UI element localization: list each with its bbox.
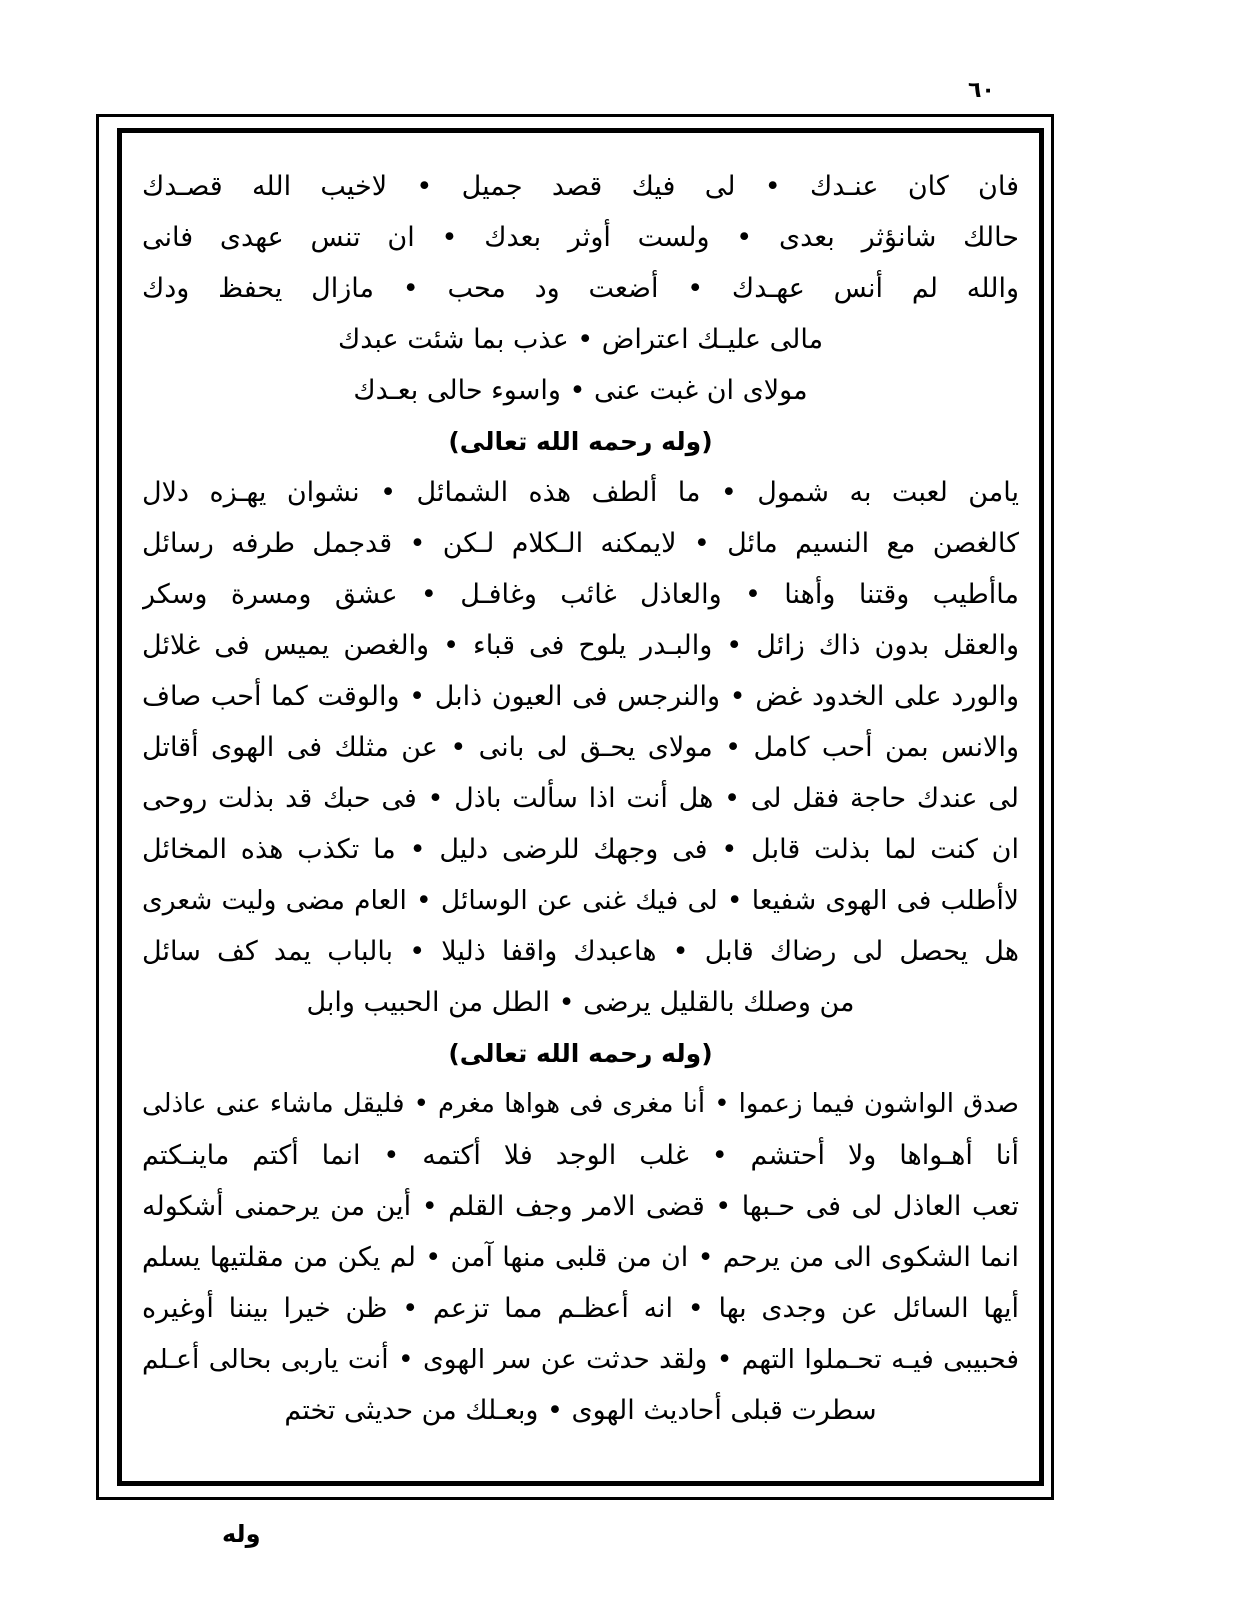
- verse-line: ماأطيب وقتنا وأهنا • والعاذل غائب وغافـل • عشق ومسرة وسكر: [142, 579, 1019, 610]
- catchword: وله: [222, 1520, 261, 1548]
- poem-heading: (وله رحمه الله تعالى): [448, 1039, 713, 1068]
- verse-line: مالى عليـك اعتراض • عذب بما شئت عبدك: [337, 324, 824, 355]
- verse-line: تعب العاذل لى فى حـبها • قضى الامر وجف القلم • أين من يرحمنى أشكوله: [142, 1191, 1019, 1222]
- verse-line: هل يحصل لى رضاك قابل • هاعبدك واقفا ذليلا • بالباب يمد كف سائل: [142, 936, 1019, 967]
- verse-line: حالك شانؤثر بعدى • ولست أوثر بعدك • ان تنس عهدى فانى: [142, 222, 1019, 253]
- poem-1: [142, 161, 1019, 416]
- verse-line: لاأطلب فى الهوى شفيعا • لى فيك غنى عن الوسائل • العام مضى وليت شعرى: [142, 885, 1019, 916]
- verse-line: أيها السائل عن وجدى بها • انه أعظـم مما تزعم • ظن خيرا بيننا أوغيره: [142, 1293, 1019, 1324]
- verse-line: ان كنت لما بذلت قابل • فى وجهك للرضى دليل • ما تكذب هذه المخائل: [142, 834, 1019, 865]
- verse-line: أنا أهـواها ولا أحتشم • غلب الوجد فلا أكتمه • انما أكتم ماينـكتم: [142, 1140, 1019, 1171]
- poem-3: [142, 1028, 1019, 1436]
- verse-line: والله لم أنس عهـدك • أضعت ود محب • مازال يحفظ ودك: [142, 273, 1019, 304]
- verse-line: والورد على الخدود غض • والنرجس فى العيون ذابل • والوقت كما أحب صاف: [142, 681, 1019, 712]
- verse-line: فان كان عنـدك • لى فيك قصد جميل • لاخيب الله قصـدك: [142, 171, 1019, 202]
- verse-line: والعقل بدون ذاك زائل • والبـدر يلوح فى قباء • والغصن يميس فى غلائل: [142, 630, 1019, 661]
- verse-line: فحبيبى فيـه تحـملوا التهم • ولقد حدثت عن سر الهوى • أنت ياربى بحالى أعـلم: [142, 1344, 1019, 1375]
- poem-2: [142, 416, 1019, 1028]
- verse-line: سطرت قبلى أحاديث الهوى • وبعـلك من حديثى تختم: [284, 1395, 877, 1426]
- poem-content: [142, 161, 1019, 1436]
- page-frame-outer: [96, 114, 1054, 1500]
- verse-line: من وصلك بالقليل يرضى • الطل من الحبيب وابل: [306, 987, 855, 1018]
- verse-line: مولاى ان غبت عنى • واسوء حالى بعـدك: [353, 375, 808, 406]
- verse-line: والانس بمن أحب كامل • مولاى يحـق لى بانى • عن مثلك فى الهوى أقاتل: [142, 732, 1019, 763]
- poem-heading: (وله رحمه الله تعالى): [448, 427, 713, 456]
- verse-line: لى عندك حاجة فقل لى • هل أنت اذا سألت باذل • فى حبك قد بذلت روحى: [142, 783, 1019, 814]
- page-number: ٦٠: [968, 78, 995, 103]
- page-frame-inner: [117, 128, 1044, 1486]
- verse-line: يامن لعبت به شمول • ما ألطف هذه الشمائل • نشوان يهـزه دلال: [142, 477, 1019, 508]
- verse-line: صدق الواشون فيما زعموا • أنا مغرى فى هواها مغرم • فليقل ماشاء عنى عاذلى: [142, 1089, 1019, 1119]
- verse-line: كالغصن مع النسيم مائل • لايمكنه الـكلام لـكن • قدجمل طرفه رسائل: [142, 528, 1019, 559]
- verse-line: انما الشكوى الى من يرحم • ان من قلبى منها آمن • لم يكن من مقلتيها يسلم: [142, 1242, 1019, 1273]
